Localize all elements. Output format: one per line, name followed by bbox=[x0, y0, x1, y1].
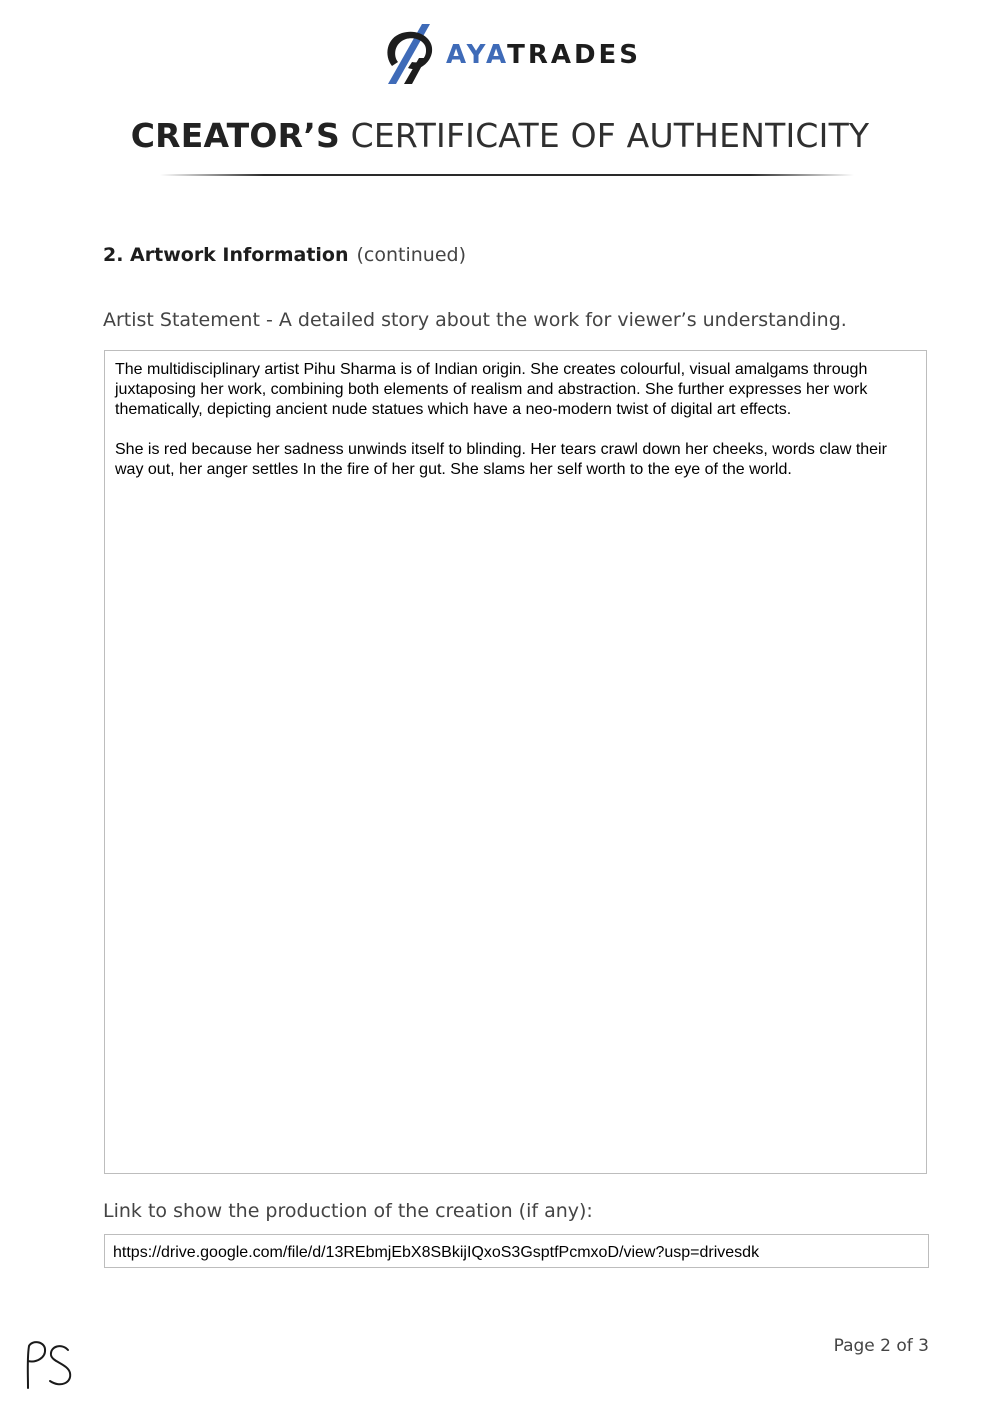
page-number: Page 2 of 3 bbox=[833, 1336, 929, 1356]
brand-logo bbox=[382, 22, 652, 88]
certificate-title-bold: CREATOR’S bbox=[130, 116, 340, 155]
brand-wordmark-aya: AYA bbox=[446, 40, 508, 70]
certificate-title bbox=[0, 112, 1000, 160]
artist-statement-label: Artist Statement - A detailed story about the work for viewer’s understanding. bbox=[103, 309, 847, 331]
section-heading-title: 2. Artwork Information bbox=[103, 244, 349, 266]
certificate-title-light: CERTIFICATE OF AUTHENTICITY bbox=[350, 116, 870, 155]
ayatrades-logo-icon bbox=[382, 22, 438, 88]
production-link-field[interactable]: https://drive.google.com/file/d/13REbmjEbX8SBkijIQxoS3GsptfPcmxoD/view?usp=drivesdk bbox=[104, 1234, 929, 1268]
title-divider bbox=[160, 174, 854, 176]
statement-paragraph-2: She is red because her sadness unwinds itself to blinding. Her tears crawl down her cheeks, words claw their way out, her anger settles In the fire of her gut. She slams her self worth to the eye of the world. bbox=[115, 441, 887, 478]
section-heading bbox=[103, 242, 466, 268]
artist-statement-field[interactable] bbox=[104, 350, 927, 1174]
brand-wordmark-trades: TRADES bbox=[507, 40, 642, 70]
signature-initials bbox=[20, 1338, 80, 1390]
statement-paragraph-1: The multidisciplinary artist Pihu Sharma is of Indian origin. She creates colourful, visual amalgams through juxtaposing her work, combining both elements of realism and abstraction. She further expresses her work thematically, depicting ancient nude statues which have a neo-modern twist of digital art effects. bbox=[115, 361, 868, 418]
production-link-label: Link to show the production of the creation (if any): bbox=[103, 1200, 593, 1222]
section-heading-note: (continued) bbox=[356, 244, 467, 266]
brand-wordmark bbox=[446, 39, 641, 71]
